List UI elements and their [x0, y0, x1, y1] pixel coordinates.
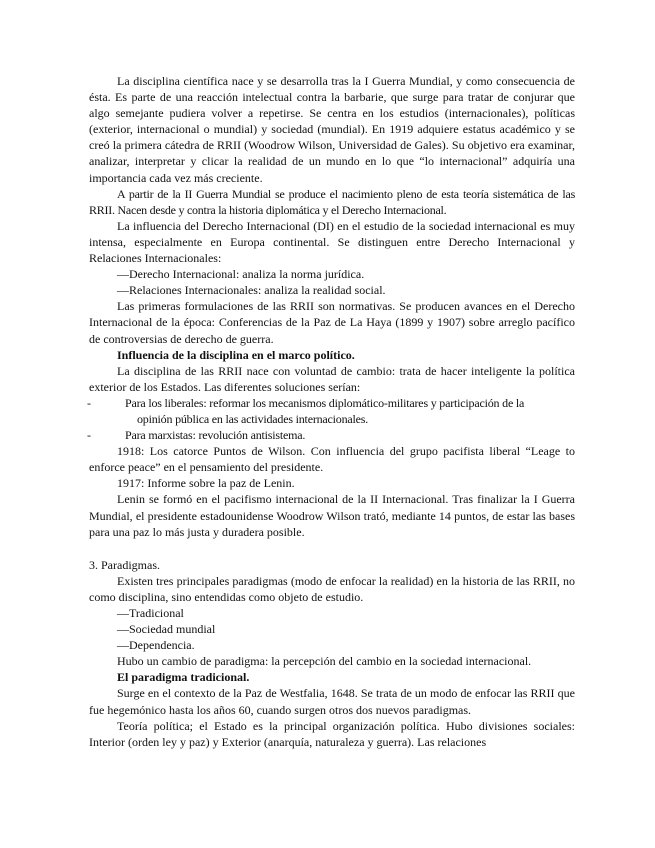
- paragraph-wilson-points: 1918: Los catorce Puntos de Wilson. Con influencia del grupo pacifista liberal “Leage to enforce peace” en el pensamiento del presidente.: [89, 444, 575, 475]
- paragraph-second-world-war: A partir de la II Guerra Mundial se produce el nacimiento pleno de esta teoría sistemática de las RRII. Nacen desde y contra la historia diplomática y el Derecho Internacional.: [89, 186, 575, 217]
- paragraph-origins: La disciplina científica nace y se desarrolla tras la I Guerra Mundial, y como consecuencia de ésta. Es parte de una reacción intelectual contra la barbarie, que surge para tratar de conjurar que algo semejante pudiera volver a repetirse. Se centra en los estudios (internacionales), políticas (exterior, internacional o mundial) y sociedad (mundial). En 1919 adquiere estatus académico y se creó la primera cátedra de RRII (Woodrow Wilson, Universidad de Gales). Su objetivo era examinar, analizar, interpretar y clicar la realidad de un mundo en lo que “lo internacional” adquiría una importancia cada vez más creciente.: [89, 74, 575, 185]
- list-item-derecho-internacional: —Derecho Internacional: analiza la norma jurídica.: [117, 267, 365, 282]
- paragraph-teoria-politica: Teoría política; el Estado es la principal organización política. Hubo divisiones sociales: Interior (orden ley y paz) y Exterior (anarquía, naturaleza y guerra). Las relaciones: [89, 718, 575, 749]
- list-item-relaciones-internacionales: —Relaciones Internacionales: analiza la realidad social.: [117, 283, 386, 298]
- paragraph-westfalia: Surge en el contexto de la Paz de Westfalia, 1648. Se trata de un modo de enfocar las RRII que fue hegemónico hasta los años 60, cuando surgen otros dos nuevos paradigmas.: [89, 686, 575, 717]
- bullet-mark: -: [87, 395, 91, 410]
- paragraph-cambio-paradigma: Hubo un cambio de paradigma: la percepción del cambio en la sociedad internacional.: [117, 654, 532, 669]
- list-item-tradicional: —Tradicional: [117, 606, 184, 620]
- section-gap: [89, 540, 575, 557]
- bullet-marxistas: [89, 427, 575, 443]
- paragraph-lenin-wilson: Lenin se formó en el pacifismo internacional de la II Internacional. Tras finalizar la I Guerra Mundial, el presidente estadounidense Woodrow Wilson trató, mediante 14 puntos, de estar las bases para una paz lo más justa y duradera posible.: [89, 492, 575, 539]
- heading-paradigmas: 3. Paradigmas.: [89, 557, 160, 572]
- list-item-dependencia: —Dependencia.: [117, 638, 195, 653]
- paragraph-voluntad-cambio: La disciplina de las RRII nace con voluntad de cambio: trata de hacer inteligente la política exterior de los Estados. Las diferentes soluciones serían:: [89, 363, 575, 394]
- paragraph-tres-paradigmas: Existen tres principales paradigmas (modo de enfocar la realidad) en la historia de las RRII, no como disciplina, sino entendidas como objeto de estudio.: [89, 573, 575, 604]
- bullet-marxistas-text: Para marxistas: revolución antisistema.: [125, 428, 306, 443]
- bullet-liberales-line1: Para los liberales: reformar los mecanismos diplomático-militares y participación de la: [125, 395, 525, 410]
- bullet-mark: -: [87, 428, 91, 443]
- bullet-liberales-line2: opinión pública en las actividades internacionales.: [137, 411, 369, 426]
- paragraph-lenin-report: 1917: Informe sobre la paz de Lenin.: [117, 476, 295, 491]
- bullet-liberales: [89, 395, 575, 427]
- paragraph-international-law: La influencia del Derecho Internacional (DI) en el estudio de la sociedad internacional es muy intensa, especialmente en Europa continental. Se distinguen entre Derecho Internacional y Relaciones Internacionales:: [89, 218, 575, 266]
- list-item-sociedad-mundial: —Sociedad mundial: [117, 622, 216, 637]
- heading-influencia: Influencia de la disciplina en el marco político.: [117, 347, 355, 362]
- paragraph-normative: Las primeras formulaciones de las RRII son normativas. Se producen avances en el Derecho Internacional de la época: Conferencias de la Paz de La Haya (1899 y 1907) sobre arreglo pacífico de controversias de derecho de guerra.: [89, 299, 575, 346]
- heading-paradigma-tradicional: El paradigma tradicional.: [117, 670, 250, 685]
